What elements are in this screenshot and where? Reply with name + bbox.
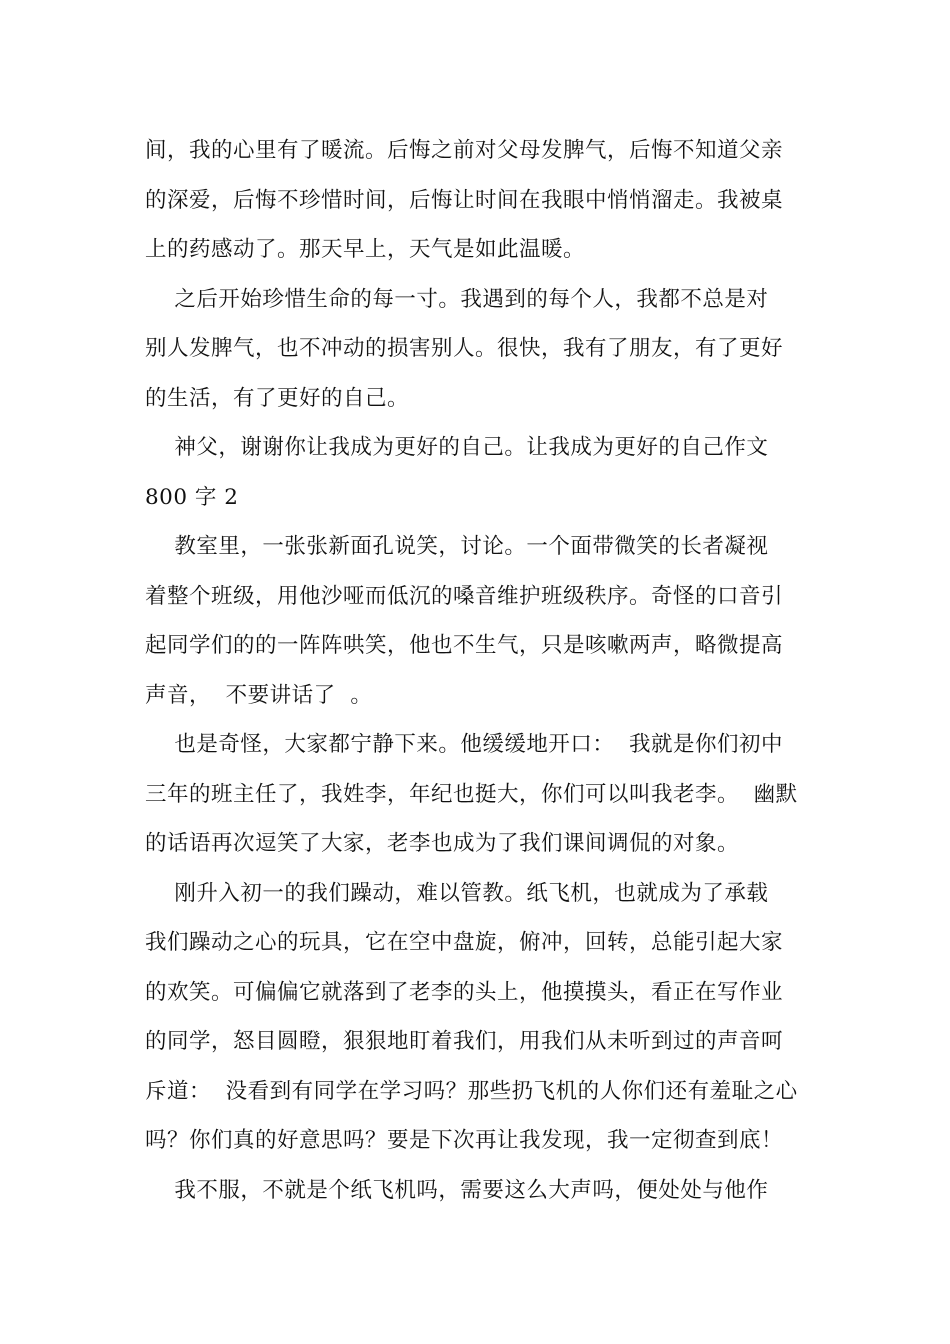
text-line: 三年的班主任了，我姓李，年纪也挺大，你们可以叫我老李。 幽默 <box>145 781 798 807</box>
text-line: 上的药感动了。那天早上，天气是如此温暖。 <box>145 237 586 262</box>
text-line: 800 字 2 <box>145 484 239 510</box>
text-line: 斥道： 没看到有同学在学习吗？那些扔飞机的人你们还有羞耻之心 <box>145 1078 798 1104</box>
text-line: 我不服，不就是个纸飞机吗，需要这么大声吗，便处处与他作 <box>145 1177 769 1203</box>
text-line: 的话语再次逗笑了大家，老李也成为了我们课间调侃的对象。 <box>145 831 740 856</box>
text-line: 起同学们的的一阵阵哄笑，他也不生气，只是咳嗽两声，略微提高 <box>145 633 784 658</box>
text-line: 之后开始珍惜生命的每一寸。我遇到的每个人，我都不总是对 <box>145 286 769 312</box>
body-text <box>145 126 810 1215</box>
text-line: 吗？你们真的好意思吗？要是下次再让我发现，我一定彻查到底！ <box>145 1128 784 1153</box>
text-line: 着整个班级，用他沙哑而低沉的嗓音维护班级秩序。奇怪的口音引 <box>145 583 784 609</box>
text-line: 别人发脾气，也不冲动的损害别人。很快，我有了朋友，有了更好 <box>145 336 784 361</box>
text-line: 刚升入初一的我们躁动，难以管教。纸飞机，也就成为了承载 <box>145 880 769 906</box>
text-line: 我们躁动之心的玩具，它在空中盘旋，俯冲，回转，总能引起大家 <box>145 930 784 955</box>
text-line: 的深爱，后悔不珍惜时间，后悔让时间在我眼中悄悄溜走。我被桌 <box>145 187 784 213</box>
text-line: 声音， 不要讲话了 。 <box>145 682 373 708</box>
text-line: 间，我的心里有了暖流。后悔之前对父母发脾气，后悔不知道父亲 <box>145 138 784 163</box>
text-line: 神父，谢谢你让我成为更好的自己。让我成为更好的自己作文 <box>145 435 769 460</box>
text-line: 的同学，怒目圆瞪，狠狠地盯着我们，用我们从未听到过的声音呵 <box>145 1029 784 1054</box>
text-line: 的欢笑。可偏偏它就落到了老李的头上，他摸摸头，看正在写作业 <box>145 979 784 1005</box>
text-line: 教室里，一张张新面孔说笑，讨论。一个面带微笑的长者凝视 <box>145 534 769 559</box>
text-line: 的生活，有了更好的自己。 <box>145 385 410 411</box>
text-line: 也是奇怪，大家都宁静下来。他缓缓地开口： 我就是你们初中 <box>145 732 784 757</box>
